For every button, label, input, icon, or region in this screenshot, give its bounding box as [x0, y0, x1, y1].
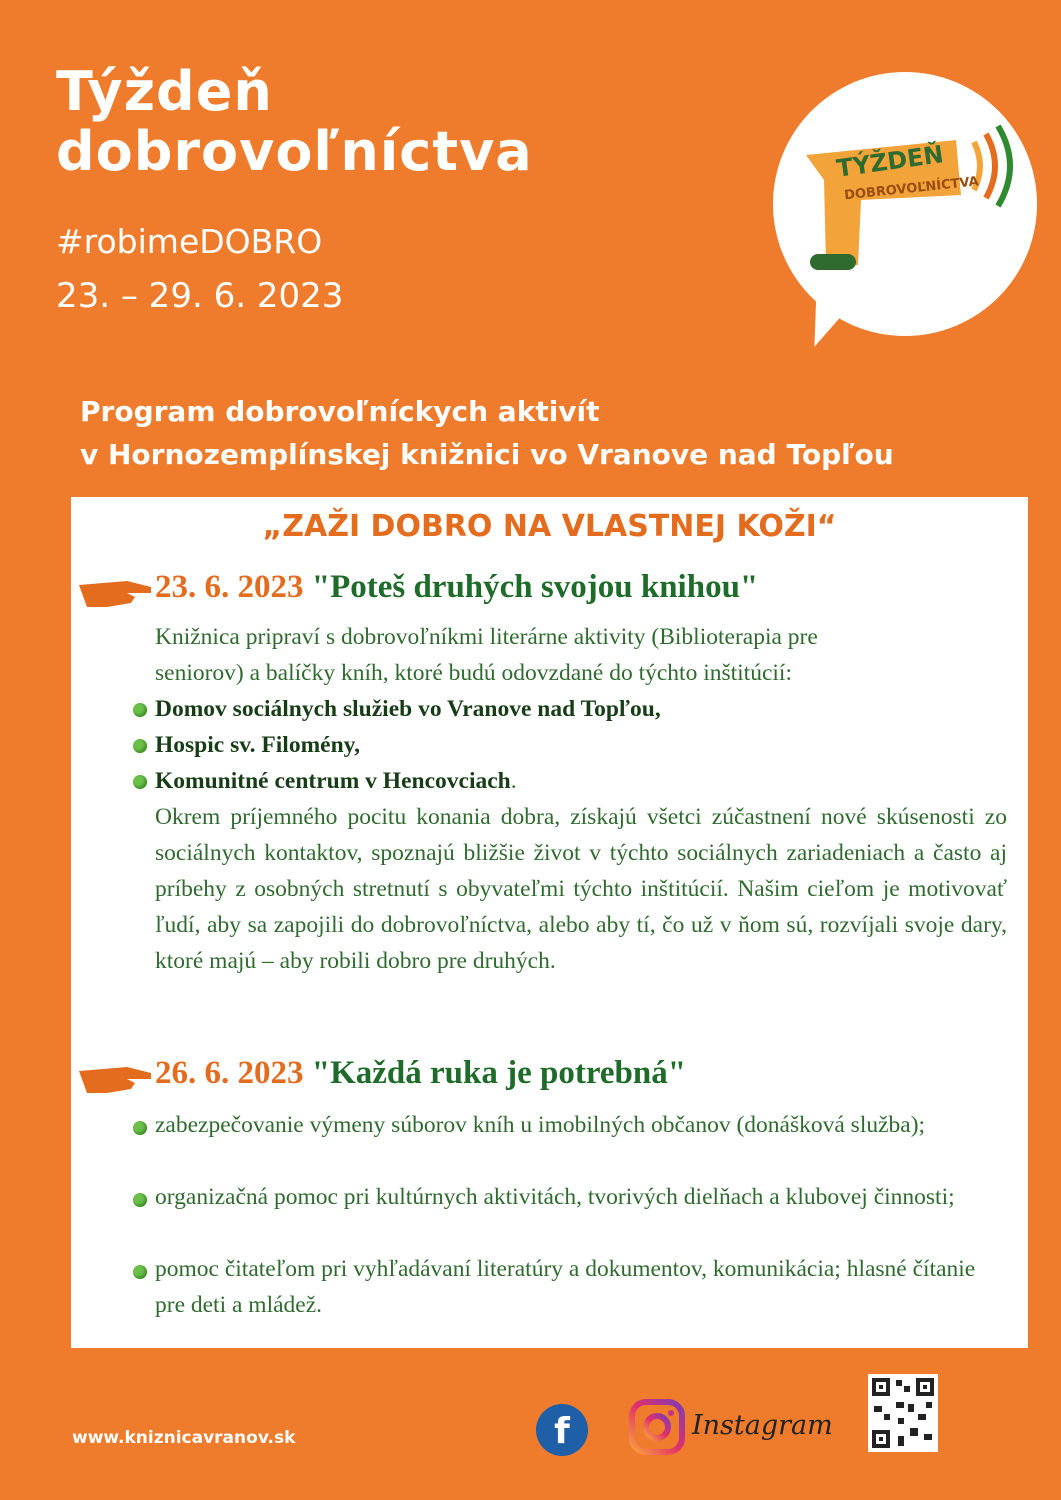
- green-bullet-icon: [133, 1121, 147, 1135]
- logo-text-line1: TÝŽDEŇ: [834, 140, 946, 183]
- green-bullet-icon: [133, 1193, 147, 1207]
- event-1-heading: [155, 569, 758, 606]
- program-line-2: v Hornozemplínskej knižnici vo Vranove nad Topľou: [80, 438, 894, 471]
- program-heading: [80, 390, 894, 476]
- megaphone-logo-icon: [796, 100, 1016, 280]
- title-line-2: dobrovoľníctva: [56, 120, 533, 183]
- event-2-date: 26. 6. 2023: [155, 1055, 304, 1091]
- green-bullet-icon: [133, 1265, 147, 1279]
- pointing-hand-icon: [77, 1059, 155, 1099]
- institution-item: [133, 727, 1007, 763]
- green-bullet-icon: [133, 703, 147, 717]
- institution-item: [133, 763, 1007, 799]
- green-bullet-icon: [133, 775, 147, 789]
- institution-item: [133, 691, 1007, 727]
- event-1-title: "Poteš druhých svojou knihou": [311, 569, 759, 605]
- activity-text: pomoc čitateľom pri vyhľadávaní literatúry a dokumentov, komunikácia; hlasné čítanie pre deti a mládež.: [155, 1256, 976, 1318]
- facebook-icon[interactable]: f: [536, 1404, 588, 1456]
- event-2-title: "Každá ruka je potrebná": [311, 1055, 687, 1091]
- event-1-paragraph: Okrem príjemného pocitu konania dobra, získajú všetci zúčastnení nové skúsenosti zo sociálnych kontaktov, spoznajú bližšie život v týchto sociálnych zariadeniach a často aj príbehy z osobných stretnutí s obyvateľmi týchto inštitúcií. Našim cieľom je motivovať ľudí, aby sa zapojili do dobrovoľníctva, alebo aby tí, čo už v ňom sú, rozvíjali svoje dary, ktoré majú – aby robili dobro pre druhých.: [155, 804, 1007, 974]
- hashtag: #robimeDOBRO: [56, 222, 323, 261]
- website-link[interactable]: www.kniznicavranov.sk: [72, 1428, 296, 1448]
- logo-text-line2: DOBROVOĽNÍCTVA: [843, 174, 980, 204]
- program-line-1: Program dobrovoľníckych aktivít: [80, 395, 600, 428]
- event-1-date: 23. 6. 2023: [155, 569, 304, 605]
- institution-name: Komunitné centrum v Hencovciach: [155, 768, 511, 794]
- institution-list-end: .: [510, 768, 517, 794]
- event-1-intro: [155, 619, 1007, 691]
- event-2-heading: [155, 1055, 686, 1092]
- program-card: [71, 497, 1028, 1348]
- event-dates: 23. – 29. 6. 2023: [56, 276, 344, 316]
- green-bullet-icon: [133, 739, 147, 753]
- activity-text: organizačná pomoc pri kultúrnych aktivitách, tvorivých dielňach a klubovej činnosti;: [155, 1184, 955, 1210]
- institution-name: Domov sociálnych služieb vo Vranove nad Topľou,: [155, 696, 661, 722]
- event-1-intro-line1: Knižnica pripraví s dobrovoľníkmi literárne aktivity (Biblioterapia pre: [155, 624, 818, 650]
- title-line-1: Týždeň: [56, 60, 273, 123]
- activity-item: [133, 1251, 1007, 1323]
- institution-name: Hospic sv. Filomény,: [155, 732, 360, 758]
- qr-code-icon[interactable]: [868, 1374, 938, 1452]
- page-title: [56, 62, 533, 182]
- instagram-icon[interactable]: [628, 1398, 686, 1456]
- activity-text: zabezpečovanie výmeny súborov kníh u imobilných občanov (donášková služba);: [155, 1112, 926, 1138]
- activity-item: [133, 1179, 1007, 1215]
- activity-item: [133, 1107, 1007, 1143]
- instagram-label[interactable]: Instagram: [692, 1410, 833, 1441]
- event-1-intro-line2: seniorov) a balíčky kníh, ktoré budú odovzdané do týchto inštitúcií:: [155, 660, 792, 686]
- slogan: „ZAŽI DOBRO NA VLASTNEJ KOŽI“: [262, 509, 837, 544]
- pointing-hand-icon: [77, 573, 155, 613]
